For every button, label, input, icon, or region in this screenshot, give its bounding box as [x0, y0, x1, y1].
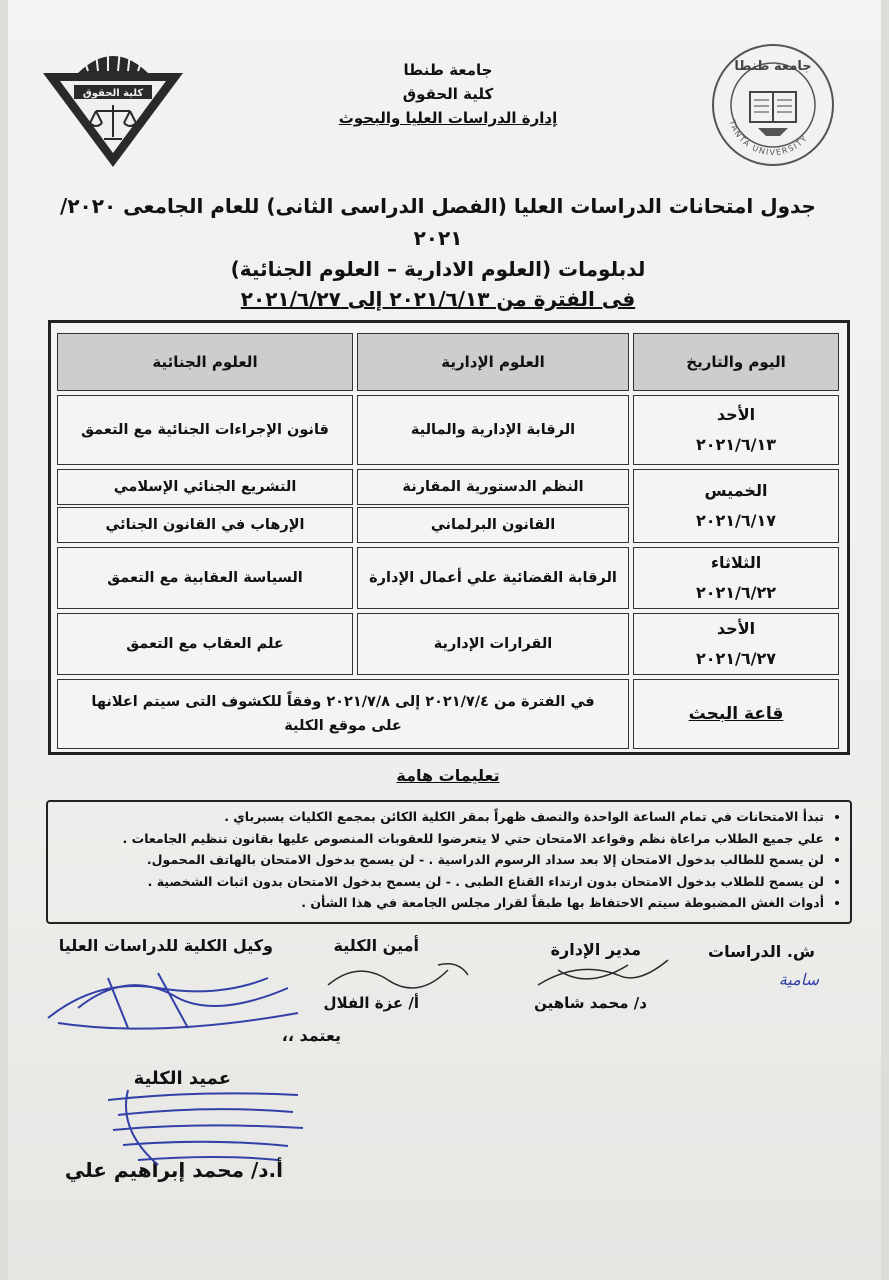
document-page	[8, 0, 881, 1280]
exam-date: ٢٠٢١/٦/١٧	[695, 511, 777, 530]
subject: الإرهاب في القانون الجنائي	[105, 517, 305, 533]
title-line-1: جدول امتحانات الدراسات العليا (الفصل الدراسى الثانى) للعام الجامعى ٢٠٢٠/ ٢٠٢١	[60, 194, 816, 250]
instruction-item: • علي جميع الطلاب مراعاة نظم وقواعد الامتحان حتي لا يتعرضوا للعقوبات المنصوص عليها بقانون تنظيم الجامعات .	[58, 828, 824, 850]
criminal-subject-cell	[57, 547, 353, 609]
criminal-subject-cell	[57, 613, 353, 675]
day-name: الثلاثاء	[710, 553, 762, 572]
subject: القانون البرلماني	[430, 517, 556, 533]
exam-date: ٢٠٢١/٦/١٣	[695, 435, 777, 454]
title-line-3: فى الفترة من ٢٠٢١/٦/١٣ إلى ٢٠٢١/٦/٢٧	[240, 287, 636, 311]
subject: النظم الدستورية المقارنة	[402, 479, 584, 495]
admin-subject-cell	[357, 469, 629, 505]
secretary-name: أ/ عزة الفلال	[323, 994, 419, 1012]
instructions-title: تعليمات هامة	[396, 766, 500, 785]
admin-subject-cell	[357, 395, 629, 465]
admin-director-title: مدير الإدارة	[550, 940, 641, 959]
seal-latin-text: TANTA UNIVERSITY	[727, 119, 810, 158]
faculty-name: كلية الحقوق	[402, 85, 494, 103]
header-day-date: اليوم والتاريخ	[633, 333, 839, 391]
table-row-day	[633, 395, 839, 465]
secretary-signature-icon	[318, 955, 478, 995]
subject: علم العقاب مع التعمق	[126, 636, 284, 652]
university-seal-icon	[708, 40, 838, 170]
day-name: الخميس	[704, 481, 768, 500]
header-criminal-sciences: العلوم الجنائية	[57, 333, 353, 391]
studies-handwritten-name: سامية	[778, 970, 819, 989]
instruction-item: • تبدأ الامتحانات في تمام الساعة الواحدة والنصف ظهراً بمقر الكلية الكائن بمجمع الكليات بسبرباي .	[58, 806, 824, 828]
approval-text: يعتمد ،،	[281, 1026, 341, 1045]
admin-subject-cell	[357, 613, 629, 675]
criminal-subject-cell	[57, 507, 353, 543]
exam-date: ٢٠٢١/٦/٢٧	[695, 649, 777, 668]
instruction-item: • لن يسمح للطالب بدخول الامتحان إلا بعد سداد الرسوم الدراسية . - لن يسمح بدخول الامتحان بالهاتف المحمول.	[58, 849, 824, 871]
subject: الرقابة الإدارية والمالية	[410, 422, 576, 438]
subject: الرقابة القضائية علي أعمال الإدارة	[369, 570, 617, 586]
dean-name: أ.د/ محمد إبراهيم علي	[64, 1158, 283, 1182]
exam-schedule-table	[48, 320, 850, 755]
instruction-item: • أدوات الغش المضبوطة سيتم الاحتفاظ بها طبقاً لقرار مجلس الجامعة في هذا الشأن .	[58, 892, 824, 914]
admin-director-signature-icon	[528, 950, 678, 995]
table-row-day	[633, 547, 839, 609]
criminal-subject-cell	[57, 395, 353, 465]
admin-subject-cell	[357, 547, 629, 609]
header-admin-sciences: العلوم الإدارية	[357, 333, 629, 391]
instruction-item: • لن يسمح للطلاب بدخول الامتحان بدون ارتداء القناع الطبى . - لن يسمح بدخول الامتحان بدون اثبات الشخصية .	[58, 871, 824, 893]
research-period-cell	[57, 679, 629, 749]
research-label: قاعة البحث	[688, 704, 784, 724]
document-title	[38, 190, 838, 314]
vice-dean-title: وكيل الكلية للدراسات العليا	[58, 936, 273, 955]
title-line-2: لدبلومات (العلوم الادارية – العلوم الجنائية)	[230, 257, 646, 281]
exam-date: ٢٠٢١/٦/٢٢	[695, 583, 777, 602]
faculty-logo-icon	[38, 45, 188, 170]
research-line-1: في الفترة من ٢٠٢١/٧/٤ إلى ٢٠٢١/٧/٨ وفقاً للكشوف التى سيتم اعلانها	[91, 694, 595, 710]
instructions-box	[46, 800, 852, 924]
faculty-logo-text: كلية الحقوق	[82, 88, 144, 99]
table-row-day	[633, 613, 839, 675]
criminal-subject-cell	[57, 469, 353, 505]
research-line-2: على موقع الكلية	[284, 718, 402, 734]
subject: قانون الإجراءات الجنائية مع التعمق	[81, 422, 329, 438]
seal-arabic-text: جامعة طنطا	[734, 59, 812, 74]
day-name: الأحد	[716, 405, 756, 424]
subject: القرارات الإدارية	[433, 636, 553, 652]
subject: السياسة العقابية مع التعمق	[107, 570, 303, 586]
subject: التشريع الجنائي الإسلامي	[113, 479, 297, 495]
admin-director-name: د/ محمد شاهين	[534, 994, 647, 1012]
university-name: جامعة طنطا	[403, 61, 493, 79]
svg-text:TANTA UNIVERSITY	[727, 118, 810, 157]
studies-signature-title: ش. الدراسات	[708, 942, 815, 961]
dean-signature-icon	[98, 1080, 308, 1170]
table-row-day	[633, 469, 839, 543]
day-name: الأحد	[716, 619, 756, 638]
dean-title: عميد الكلية	[133, 1068, 231, 1089]
research-label-cell	[633, 679, 839, 749]
admin-subject-cell	[357, 507, 629, 543]
secretary-title: أمين الكلية	[333, 936, 419, 955]
department-name: إدارة الدراسات العليا والبحوث	[338, 109, 558, 127]
institution-header	[288, 58, 608, 130]
vice-dean-signature-icon	[38, 958, 318, 1038]
